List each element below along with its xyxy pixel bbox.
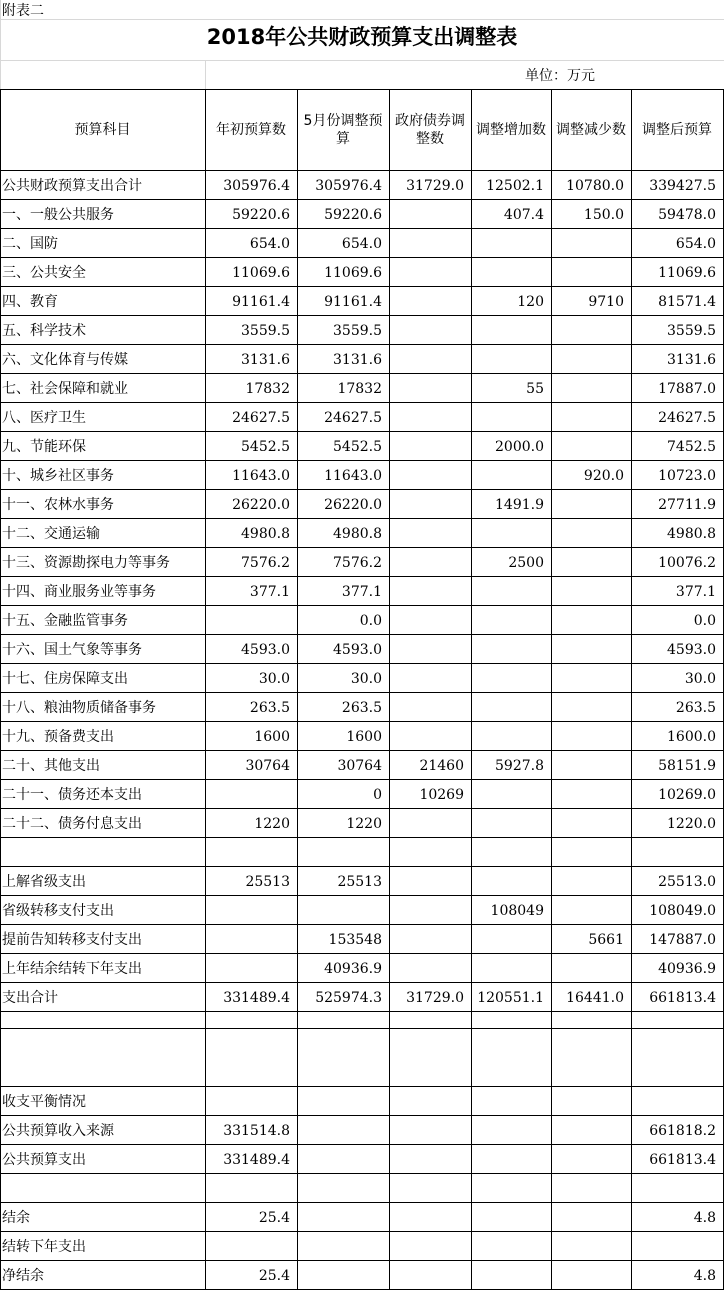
gridline-light — [205, 60, 206, 89]
table-cell: 305976.4 — [315, 178, 382, 194]
row-label: 八、医疗卫生 — [2, 410, 86, 426]
table-cell: 12502.1 — [486, 178, 544, 194]
table-rule-horizontal — [0, 1086, 724, 1087]
row-label: 省级转移支付支出 — [2, 903, 114, 919]
annex-label: 附表二 — [2, 3, 44, 19]
table-cell: 263.5 — [675, 700, 716, 716]
table-rule-horizontal — [0, 518, 724, 519]
table-cell: 3559.5 — [667, 323, 716, 339]
table-cell: 1600 — [254, 729, 290, 745]
table-cell: 91161.4 — [324, 294, 382, 310]
table-cell: 26220.0 — [324, 497, 382, 513]
table-cell: 17832 — [337, 381, 382, 397]
table-cell: 331489.4 — [223, 990, 290, 1006]
table-rule-horizontal — [0, 953, 724, 954]
row-label: 净结余 — [2, 1268, 44, 1284]
table-rule-vertical — [551, 89, 552, 1289]
table-rule-horizontal — [0, 779, 724, 780]
table-cell: 58151.9 — [658, 758, 716, 774]
table-cell: 4.8 — [693, 1210, 716, 1226]
table-rule-vertical — [0, 89, 1, 1289]
table-cell: 1220 — [346, 816, 382, 832]
table-rule-horizontal — [0, 547, 724, 548]
row-label: 十、城乡社区事务 — [2, 468, 114, 484]
table-rule-horizontal — [0, 286, 724, 287]
table-rule-horizontal — [0, 808, 724, 809]
row-label: 十四、商业服务业等事务 — [2, 584, 156, 600]
table-cell: 24627.5 — [658, 410, 716, 426]
table-rule-horizontal — [0, 895, 724, 896]
row-label: 一、一般公共服务 — [2, 207, 114, 223]
column-header-label: 调整后预算 — [642, 121, 712, 138]
column-header — [300, 89, 386, 170]
table-title: 2018年公共财政预算支出调整表 — [206, 25, 518, 49]
table-rule-horizontal — [0, 1144, 724, 1145]
table-cell: 25.4 — [258, 1210, 290, 1226]
table-cell: 654.0 — [675, 236, 716, 252]
table-cell: 147887.0 — [649, 932, 716, 948]
row-label: 九、节能环保 — [2, 439, 86, 455]
gridline-light — [0, 60, 724, 61]
column-header — [208, 89, 294, 170]
table-cell: 4980.8 — [241, 526, 290, 542]
table-cell: 31729.0 — [406, 178, 464, 194]
table-cell: 920.0 — [583, 468, 624, 484]
table-cell: 30764 — [245, 758, 290, 774]
table-cell: 10269 — [419, 787, 464, 803]
table-cell: 11643.0 — [324, 468, 382, 484]
row-label: 三、公共安全 — [2, 265, 86, 281]
table-cell: 16441.0 — [566, 990, 624, 1006]
table-cell: 21460 — [419, 758, 464, 774]
table-cell: 108049 — [490, 903, 544, 919]
row-label: 二、国防 — [2, 236, 58, 252]
row-label: 收支平衡情况 — [2, 1094, 86, 1110]
table-cell: 5452.5 — [241, 439, 290, 455]
table-rule-horizontal — [0, 489, 724, 490]
table-rule-horizontal — [0, 1115, 724, 1116]
table-cell: 120 — [517, 294, 544, 310]
table-cell: 5452.5 — [333, 439, 382, 455]
column-header-label: 调整减少数 — [556, 121, 626, 138]
row-label: 结转下年支出 — [2, 1239, 86, 1255]
table-rule-horizontal — [0, 257, 724, 258]
table-cell: 263.5 — [341, 700, 382, 716]
unit-label: 单位：万元 — [525, 68, 595, 84]
row-label: 公共预算收入来源 — [2, 1123, 114, 1139]
row-label: 十一、农林水事务 — [2, 497, 114, 513]
table-cell: 1600 — [346, 729, 382, 745]
table-cell: 11069.6 — [232, 265, 290, 281]
table-cell: 377.1 — [341, 584, 382, 600]
table-cell: 3131.6 — [667, 352, 716, 368]
row-label: 十六、国土气象等事务 — [2, 642, 142, 658]
table-rule-horizontal — [0, 344, 724, 345]
table-cell: 108049.0 — [649, 903, 716, 919]
row-label: 十八、粮油物质储备事务 — [2, 700, 156, 716]
table-cell: 11643.0 — [232, 468, 290, 484]
column-header — [634, 89, 720, 170]
column-header-label: 5月份调整预算 — [303, 112, 383, 147]
table-cell: 10723.0 — [658, 468, 716, 484]
row-label: 公共预算支出 — [2, 1152, 86, 1168]
table-cell: 4980.8 — [667, 526, 716, 542]
table-cell: 377.1 — [675, 584, 716, 600]
table-rule-horizontal — [0, 460, 724, 461]
table-cell: 30.0 — [258, 671, 290, 687]
column-header — [474, 89, 548, 170]
table-rule-horizontal — [0, 228, 724, 229]
table-cell: 120551.1 — [477, 990, 544, 1006]
table-rule-horizontal — [0, 924, 724, 925]
table-cell: 150.0 — [583, 207, 624, 223]
table-cell: 7576.2 — [241, 555, 290, 571]
table-rule-horizontal — [0, 1011, 724, 1012]
table-cell: 4.8 — [693, 1268, 716, 1284]
table-rule-horizontal — [0, 431, 724, 432]
row-label: 提前告知转移支付支出 — [2, 932, 142, 948]
table-rule-horizontal — [0, 750, 724, 751]
column-header-label: 预算科目 — [74, 121, 131, 138]
table-rule-horizontal — [0, 692, 724, 693]
row-label: 十九、预备费支出 — [2, 729, 114, 745]
table-cell: 661818.2 — [649, 1123, 716, 1139]
table-cell: 525974.3 — [315, 990, 382, 1006]
table-cell: 5661 — [588, 932, 624, 948]
table-cell: 30.0 — [684, 671, 716, 687]
table-cell: 55 — [526, 381, 544, 397]
table-cell: 17832 — [245, 381, 290, 397]
row-label: 四、教育 — [2, 294, 58, 310]
table-cell: 0 — [373, 787, 382, 803]
table-rule-horizontal — [0, 663, 724, 664]
table-rule-horizontal — [0, 866, 724, 867]
table-cell: 1600.0 — [667, 729, 716, 745]
row-label: 七、社会保障和就业 — [2, 381, 128, 397]
table-rule-horizontal — [0, 199, 724, 200]
table-cell: 31729.0 — [406, 990, 464, 1006]
row-label: 十二、交通运输 — [2, 526, 100, 542]
table-cell: 339427.5 — [649, 178, 716, 194]
table-cell: 331489.4 — [223, 1152, 290, 1168]
table-cell: 91161.4 — [232, 294, 290, 310]
table-cell: 17887.0 — [658, 381, 716, 397]
table-cell: 1491.9 — [495, 497, 544, 513]
table-cell: 25.4 — [258, 1268, 290, 1284]
table-cell: 4593.0 — [333, 642, 382, 658]
table-cell: 3131.6 — [333, 352, 382, 368]
table-cell: 25513 — [337, 874, 382, 890]
gridline-light — [0, 19, 724, 20]
table-cell: 0.0 — [693, 613, 716, 629]
gridline-light — [0, 0, 1, 89]
row-label: 二十一、债务还本支出 — [2, 787, 142, 803]
row-label: 五、科学技术 — [2, 323, 86, 339]
table-cell: 5927.8 — [495, 758, 544, 774]
table-rule-horizontal — [0, 605, 724, 606]
table-cell: 3559.5 — [241, 323, 290, 339]
table-cell: 654.0 — [249, 236, 290, 252]
column-header-label: 年初预算数 — [216, 121, 286, 138]
table-cell: 59220.6 — [232, 207, 290, 223]
column-header-label: 政府债券调整数 — [395, 112, 465, 147]
table-rule-horizontal — [0, 1028, 724, 1029]
table-cell: 24627.5 — [232, 410, 290, 426]
table-rule-horizontal — [0, 1260, 724, 1261]
table-cell: 3559.5 — [333, 323, 382, 339]
table-cell: 305976.4 — [223, 178, 290, 194]
column-header — [554, 89, 628, 170]
row-label: 结余 — [2, 1210, 30, 1226]
table-rule-horizontal — [0, 315, 724, 316]
table-cell: 3131.6 — [241, 352, 290, 368]
table-rule-horizontal — [0, 576, 724, 577]
table-cell: 4980.8 — [333, 526, 382, 542]
table-rule-horizontal — [0, 837, 724, 838]
table-cell: 10269.0 — [658, 787, 716, 803]
row-label: 六、文化体育与传媒 — [2, 352, 128, 368]
table-rule-horizontal — [0, 721, 724, 722]
column-header — [392, 89, 468, 170]
table-cell: 2000.0 — [495, 439, 544, 455]
table-cell: 30.0 — [350, 671, 382, 687]
row-label: 二十、其他支出 — [2, 758, 100, 774]
table-rule-horizontal — [0, 373, 724, 374]
row-label: 上年结余结转下年支出 — [2, 961, 142, 977]
table-rule-horizontal — [0, 1173, 724, 1174]
table-cell: 153548 — [328, 932, 382, 948]
column-header — [3, 89, 202, 170]
table-rule-horizontal — [0, 634, 724, 635]
table-cell: 25513.0 — [658, 874, 716, 890]
table-rule-horizontal — [0, 982, 724, 983]
table-cell: 11069.6 — [658, 265, 716, 281]
table-cell: 40936.9 — [324, 961, 382, 977]
table-rule-horizontal — [0, 170, 724, 171]
table-cell: 0.0 — [359, 613, 382, 629]
table-rule-horizontal — [0, 1202, 724, 1203]
column-header-label: 调整增加数 — [476, 121, 546, 138]
table-cell: 30764 — [337, 758, 382, 774]
table-cell: 25513 — [245, 874, 290, 890]
table-cell: 9710 — [588, 294, 624, 310]
table-cell: 11069.6 — [324, 265, 382, 281]
table-cell: 1220 — [254, 816, 290, 832]
row-label: 支出合计 — [2, 990, 58, 1006]
table-cell: 10076.2 — [658, 555, 716, 571]
table-rule-horizontal — [0, 402, 724, 403]
table-cell: 4593.0 — [667, 642, 716, 658]
table-cell: 81571.4 — [658, 294, 716, 310]
table-rule-vertical — [471, 89, 472, 1289]
table-cell: 661813.4 — [649, 990, 716, 1006]
table-cell: 407.4 — [503, 207, 544, 223]
table-cell: 27711.9 — [658, 497, 716, 513]
row-label: 二十二、债务付息支出 — [2, 816, 142, 832]
table-cell: 331514.8 — [223, 1123, 290, 1139]
table-cell: 1220.0 — [667, 816, 716, 832]
table-cell: 654.0 — [341, 236, 382, 252]
table-cell: 59478.0 — [658, 207, 716, 223]
table-cell: 7576.2 — [333, 555, 382, 571]
table-cell: 263.5 — [249, 700, 290, 716]
row-label: 十七、住房保障支出 — [2, 671, 128, 687]
row-label: 十三、资源勘探电力等事务 — [2, 555, 170, 571]
table-rule-vertical — [389, 89, 390, 1289]
table-cell: 661813.4 — [649, 1152, 716, 1168]
table-cell: 2500 — [508, 555, 544, 571]
row-label: 公共财政预算支出合计 — [2, 178, 142, 194]
table-cell: 7452.5 — [667, 439, 716, 455]
table-cell: 40936.9 — [658, 961, 716, 977]
row-label: 十五、金融监管事务 — [2, 613, 128, 629]
row-label: 上解省级支出 — [2, 874, 86, 890]
table-cell: 4593.0 — [241, 642, 290, 658]
table-rule-horizontal — [0, 1231, 724, 1232]
table-cell: 10780.0 — [566, 178, 624, 194]
table-cell: 377.1 — [249, 584, 290, 600]
table-cell: 26220.0 — [232, 497, 290, 513]
table-cell: 59220.6 — [324, 207, 382, 223]
table-cell: 24627.5 — [324, 410, 382, 426]
